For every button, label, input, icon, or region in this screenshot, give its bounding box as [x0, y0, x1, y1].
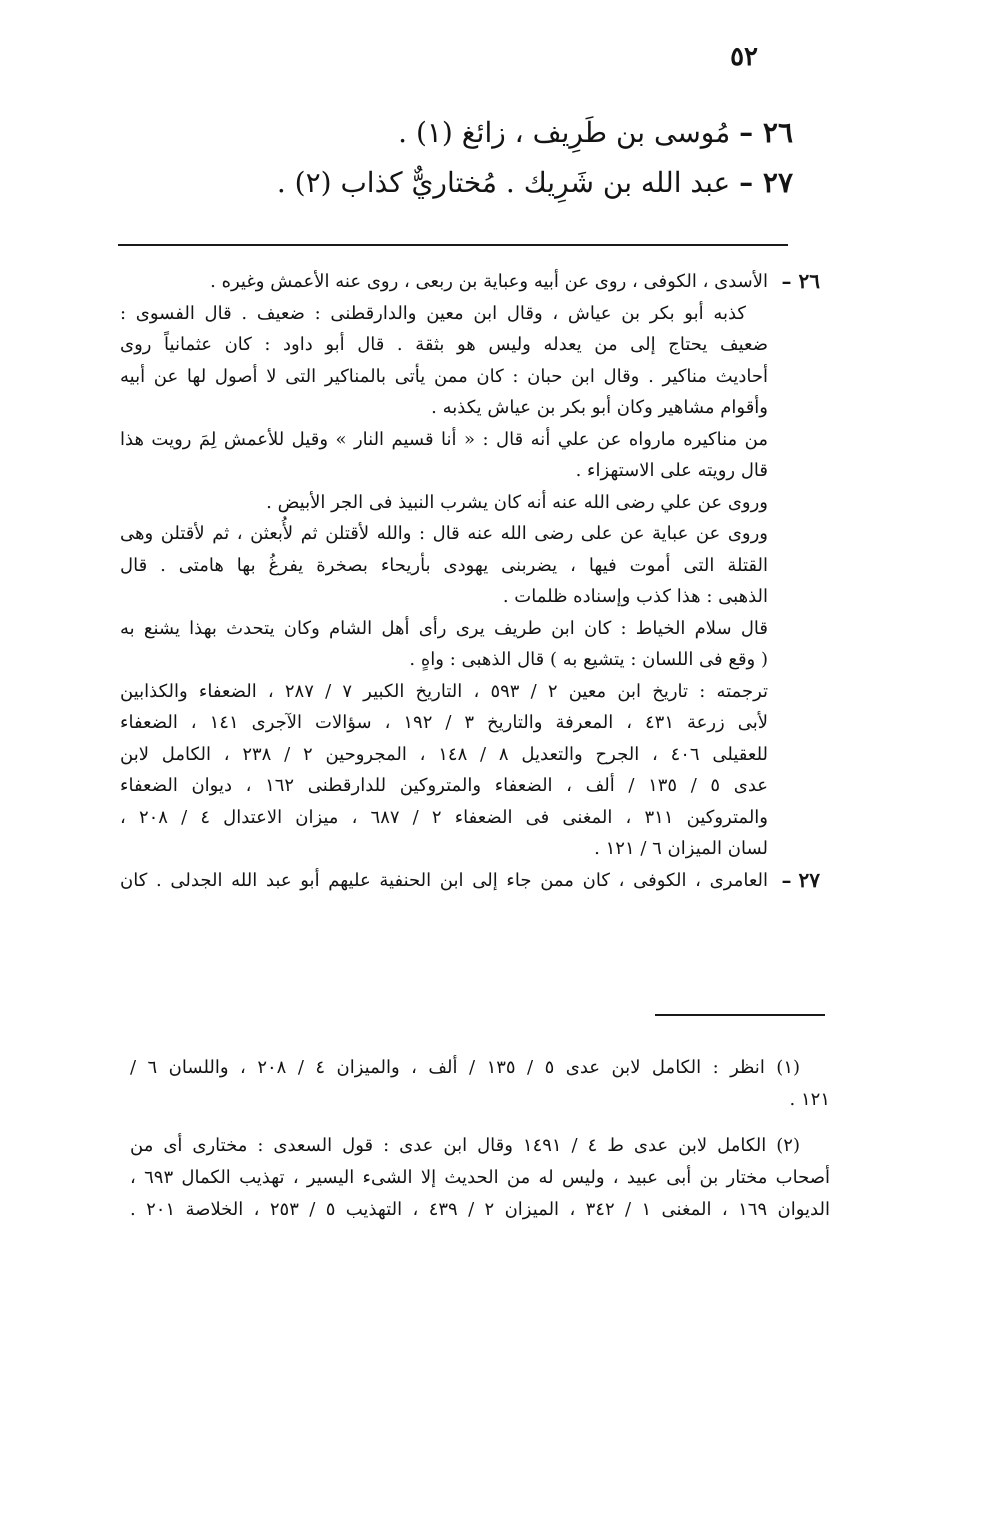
note-line: للعقيلى ٤٠٦ ، الجرح والتعديل ٨ / ١٤٨ ، المجروحين ٢ / ٢٣٨ ، الكامل لابن — [120, 743, 769, 765]
entry-number: ٢٦ – — [739, 116, 793, 149]
main-entry-26 — [153, 108, 793, 158]
footnote-divider — [655, 1014, 825, 1016]
note-line: وأقوام مشاهير وكان أبو بكر بن عياش يكذبه . — [431, 397, 768, 418]
note-line: ( وقع فى اللسان : يتشيع به ) قال الذهبى : واهٍ . — [409, 649, 768, 670]
note-line: أحاديث مناكير . وقال ابن حبان : كان ممن يأتى بالمناكير التى لا أصول لها عن أبيه — [120, 365, 768, 387]
note-line: وروى عن عباية عن على رضى الله عنه قال : والله لأقتلن ثم لأُبعثن ، ثم لأقتلن وهى — [120, 523, 768, 544]
note-line: لسان الميزان ٦ / ١٢١ . — [594, 838, 768, 859]
note-line: والمتروكين ٣١١ ، المغنى فى الضعفاء ٢ / ٦٨٧ ، ميزان الاعتدال ٤ / ٢٠٨ ، — [120, 806, 768, 828]
note-number: ٢٦ – — [781, 269, 820, 293]
main-entry-27 — [153, 158, 793, 208]
footnote-line: ١٢١ . — [789, 1089, 830, 1110]
footnote-2 — [130, 1130, 830, 1226]
footnote-line: الديوان ١٦٩ ، المغنى ١ / ٣٤٢ ، الميزان ٢ / ٤٣٩ ، التهذيب ٥ / ٢٥٣ ، الخلاصة ٢٠١ . — [130, 1199, 830, 1220]
note-line: لأبى زرعة ٤٣١ ، المعرفة والتاريخ ٣ / ١٩٢ ، سؤالات الآجرى ١٤١ ، الضعفاء — [120, 712, 769, 733]
footnote-line: أصحاب مختار بن أبى عبيد ، وليس له من الحديث إلا الشىء اليسير ، تهذيب الكمال ٦٩٣ ، — [130, 1167, 831, 1188]
entry-text: مُوسى بن طَرِيف ، زائغ (١) . — [398, 116, 731, 149]
note-line: ترجمته : تاريخ ابن معين ٢ / ٥٩٣ ، التاريخ الكبير ٧ / ٢٨٧ ، الضعفاء والكذابين — [120, 680, 769, 702]
note-line: العامرى ، الكوفى ، كان ممن جاء إلى ابن الحنفية عليهم أبو عبد الله الجدلى . كان — [120, 869, 768, 891]
entry-number: ٢٧ – — [739, 166, 793, 199]
footnote-line: (٢) الكامل لابن عدى ط ٤ / ١٤٩١ وقال ابن عدى : قول السعدى : مختارى أى من — [130, 1135, 800, 1156]
footnotes-section — [130, 1052, 830, 1240]
note-line: عدى ٥ / ١٣٥ / ألف ، الضعفاء والمتروكين للدارقطنى ١٦٢ ، ديوان الضعفاء — [120, 775, 769, 796]
note-line: قال رويته على الاستهزاء . — [575, 460, 768, 481]
note-27 — [120, 865, 820, 897]
note-number: ٢٧ – — [781, 867, 820, 892]
note-line: قال سلام الخياط : كان ابن طريف يرى رأى أهل الشام وكان يتحدث بهذا يشنع به — [120, 617, 768, 639]
section-divider — [118, 244, 788, 246]
entry-text: عبد الله بن شَرِيك . مُختاريٌّ كذاب (٢) . — [276, 166, 731, 199]
note-line: وروى عن علي رضى الله عنه أنه كان يشرب النبيذ فى الجر الأبيض . — [266, 491, 768, 513]
note-line: ضعيف يحتاج إلى من يعدله وليس هو بثقة . قال أبو داود : كان عثمانياً روى — [120, 334, 768, 355]
note-line: كذبه أبو بكر بن عياش ، وقال ابن معين والدارقطنى : ضعيف . قال الفسوى : — [120, 302, 746, 324]
notes-section — [120, 266, 820, 896]
page-number: ٥٢ — [730, 42, 758, 72]
footnote-line: (١) انظر : الكامل لابن عدى ٥ / ١٣٥ / ألف ، والميزان ٤ / ٢٠٨ ، واللسان ٦ / — [130, 1057, 801, 1078]
note-line: من مناكيره مارواه عن علي أنه قال : « أنا قسيم النار » وقيل للأعمش لِمَ رويت هذا — [120, 428, 768, 450]
note-line: الأسدى ، الكوفى ، روى عن أبيه وعباية بن ربعى ، روى عنه الأعمش وغيره . — [210, 271, 768, 292]
note-line: القتلة التى أموت فيها ، يضربنى يهودى بأريحاء بصخرة يفرغُ بها هامتى . قال — [120, 554, 768, 576]
main-entries — [153, 108, 793, 208]
note-line: الذهبى : هذا كذب وإسناده ظلمات . — [502, 586, 768, 607]
note-26 — [120, 266, 820, 865]
footnote-1 — [130, 1052, 830, 1116]
